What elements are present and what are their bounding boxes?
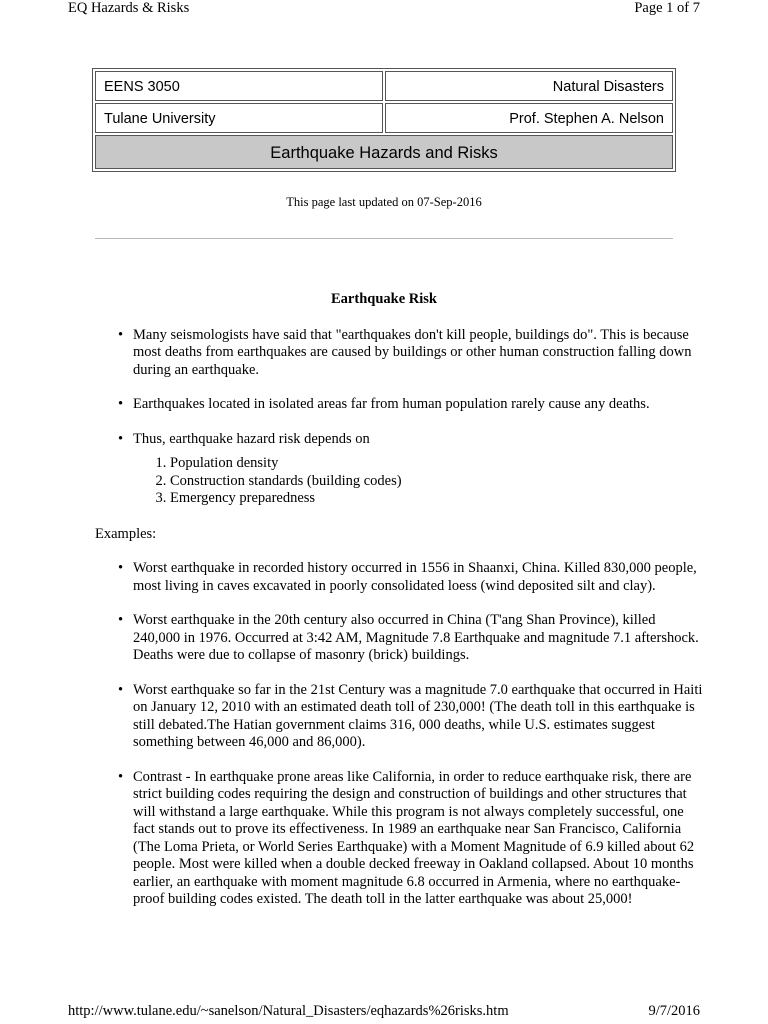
course-name: Natural Disasters [385,71,673,101]
professor-name: Prof. Stephen A. Nelson [385,103,673,133]
main-content [95,291,705,926]
risk-factor-list [95,455,705,508]
university-name: Tulane University [95,103,383,133]
risk-bullet: • Earthquakes located in isolated areas far from human population rarely cause any deaths. [133,396,705,414]
course-code: EENS 3050 [95,71,383,101]
print-header-title: EQ Hazards & Risks [68,0,190,16]
page-title: Earthquake Hazards and Risks [95,135,673,169]
print-footer [68,1002,700,1024]
course-row-2 [95,103,673,133]
example-item: • Contrast - In earthquake prone areas like California, in order to reduce earthquake risk, there are strict building codes requiring the design and construction of buildings and other structures that will withstand a large earthquake. While this program is not always completely successful, one fact stands out to prove its effectiveness. In 1989 an earthquake near San Francisco, California (The Loma Prieta, or World Series Earthquake) with a Moment Magnitude of 6.9 killed about 62 people. Most were killed when a double decked freeway in Oakland collapsed. About 10 months earlier, an earthquake with moment magnitude 6.8 occurred in Armenia, where no earthquake-proof building codes existed. The death toll in the latter earthquake was about 25,000! [133,769,705,909]
course-header-table [92,68,676,172]
risk-bullet: • Many seismologists have said that "earthquakes don't kill people, buildings do". This is because most deaths from earthquakes are caused by buildings or other human construction falling down during an earthquake. [133,327,705,380]
horizontal-divider [95,238,673,239]
risk-factor-item: 3. Emergency preparedness [170,490,705,508]
section-heading: Earthquake Risk [331,291,437,307]
print-header [68,0,700,22]
examples-list [95,560,705,909]
course-row-3 [95,135,673,169]
risk-factor-item: 1. Population density [170,455,705,473]
last-updated-note: This page last updated on 07-Sep-2016 [286,195,482,209]
risk-bullet-list [95,327,705,449]
course-row-1 [95,71,673,101]
source-url: http://www.tulane.edu/~sanelson/Natural_Disasters/eqhazards%26risks.htm [68,1003,509,1019]
example-item: • Worst earthquake so far in the 21st Century was a magnitude 7.0 earthquake that occurred in Haiti on January 12, 2010 with an estimated death toll of 230,000! (The death toll in this earthquake is still debated.The Hatian government claims 316, 000 deaths, while U.S. estimates suggest something between 46,000 and 86,000). [133,682,705,752]
example-item: • Worst earthquake in recorded history occurred in 1556 in Shaanxi, China. Killed 830,000 people, most living in caves excavated in poorly consolidated loess (wind deposited silt and clay). [133,560,705,595]
example-item: • Worst earthquake in the 20th century also occurred in China (T'ang Shan Province), killed 240,000 in 1976. Occurred at 3:42 AM, Magnitude 7.8 Earthquake and magnitude 7.1 aftershock. Deaths were due to collapse of masonry (brick) buildings. [133,612,705,665]
risk-bullet: • Thus, earthquake hazard risk depends on [133,431,705,449]
examples-label: Examples: [95,525,157,542]
print-header-page: Page 1 of 7 [634,0,700,16]
print-date: 9/7/2016 [648,1003,700,1019]
risk-factor-item: 2. Construction standards (building codes) [170,473,705,491]
